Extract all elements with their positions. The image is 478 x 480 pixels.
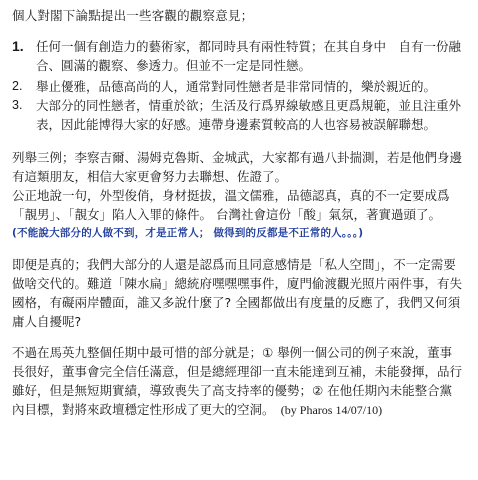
signature: (by Pharos 14/07/10)	[280, 403, 383, 417]
final-paragraph	[12, 343, 468, 420]
point-number: 1.	[12, 38, 24, 54]
point-item-1	[10, 37, 468, 75]
point-text: 舉止優雅，品德高尚的人，通常對同性戀者是非常同情的，樂於親近的。	[36, 79, 437, 94]
point-text: 大部分的同性戀者，情重於欲；生活及行爲界線敏感且更爲規範，並且注重外表，因此能博得大家的好感。連帶身邊素質較高的人也容易被誤解聯想。	[36, 98, 462, 132]
blue-note: (不能說大部分的人做不到，才是正常人； 做得到的反都是不正常的人。。。)	[12, 227, 364, 239]
private-space-paragraph: 即便是真的；我們大部分的人還是認爲而且同意感情是「私人空間」，不一定需要做啥交代的。難道「陳水扁」總統府嘿嘿嘿事件，廈門偷渡觀光照片兩件事，有失國格，有礙兩岸體面，誰又多說什麼了? 全國都做出有度量的反應了，我們又何須庸人自擾呢?	[12, 257, 463, 329]
point-text: 任何一個有創造力的藝術家，都同時具有兩性特質；在其自身中 自有一份融合、圓滿的觀察、參透力。但並不一定是同性戀。	[36, 39, 462, 73]
point-item-3	[10, 96, 468, 134]
point-number: 3.	[12, 98, 23, 112]
point-number: 2.	[12, 79, 23, 93]
point-item-2	[10, 77, 468, 96]
final-paragraph-text: 不過在馬英九整個任期中最可惜的部分就是；① 舉例一個公司的例子來說，董事長很好，董事會完全信任滿意，但是總經理卻一直未能達到互補，未能發揮，品行雖好，但是無短期實績，導致喪失了高支持率的優勢；② 在他任期內未能整合黨內目標，對將來政壇穩定性形成了更大的空洞。	[12, 345, 463, 417]
intro-line: 個人對閣下論點提出一些客觀的觀察意見；	[12, 8, 254, 23]
examples-paragraph: 列舉三例；李察吉爾、湯姆克魯斯、金城武，大家都有過八卦揣測，若是他們身邊有這類朋友，相信大家更會努力去聯想、佐證了。	[12, 150, 463, 184]
numbered-points-list	[10, 37, 468, 134]
fair-paragraph: 公正地說一句，外型俊俏，身材挺拔，溫文儒雅，品德認真，真的不一定要成爲「靚男」、「靚女」陷人入罪的條件。 台灣社會這份「酸」氣氛，著實過頭了。	[12, 188, 450, 222]
